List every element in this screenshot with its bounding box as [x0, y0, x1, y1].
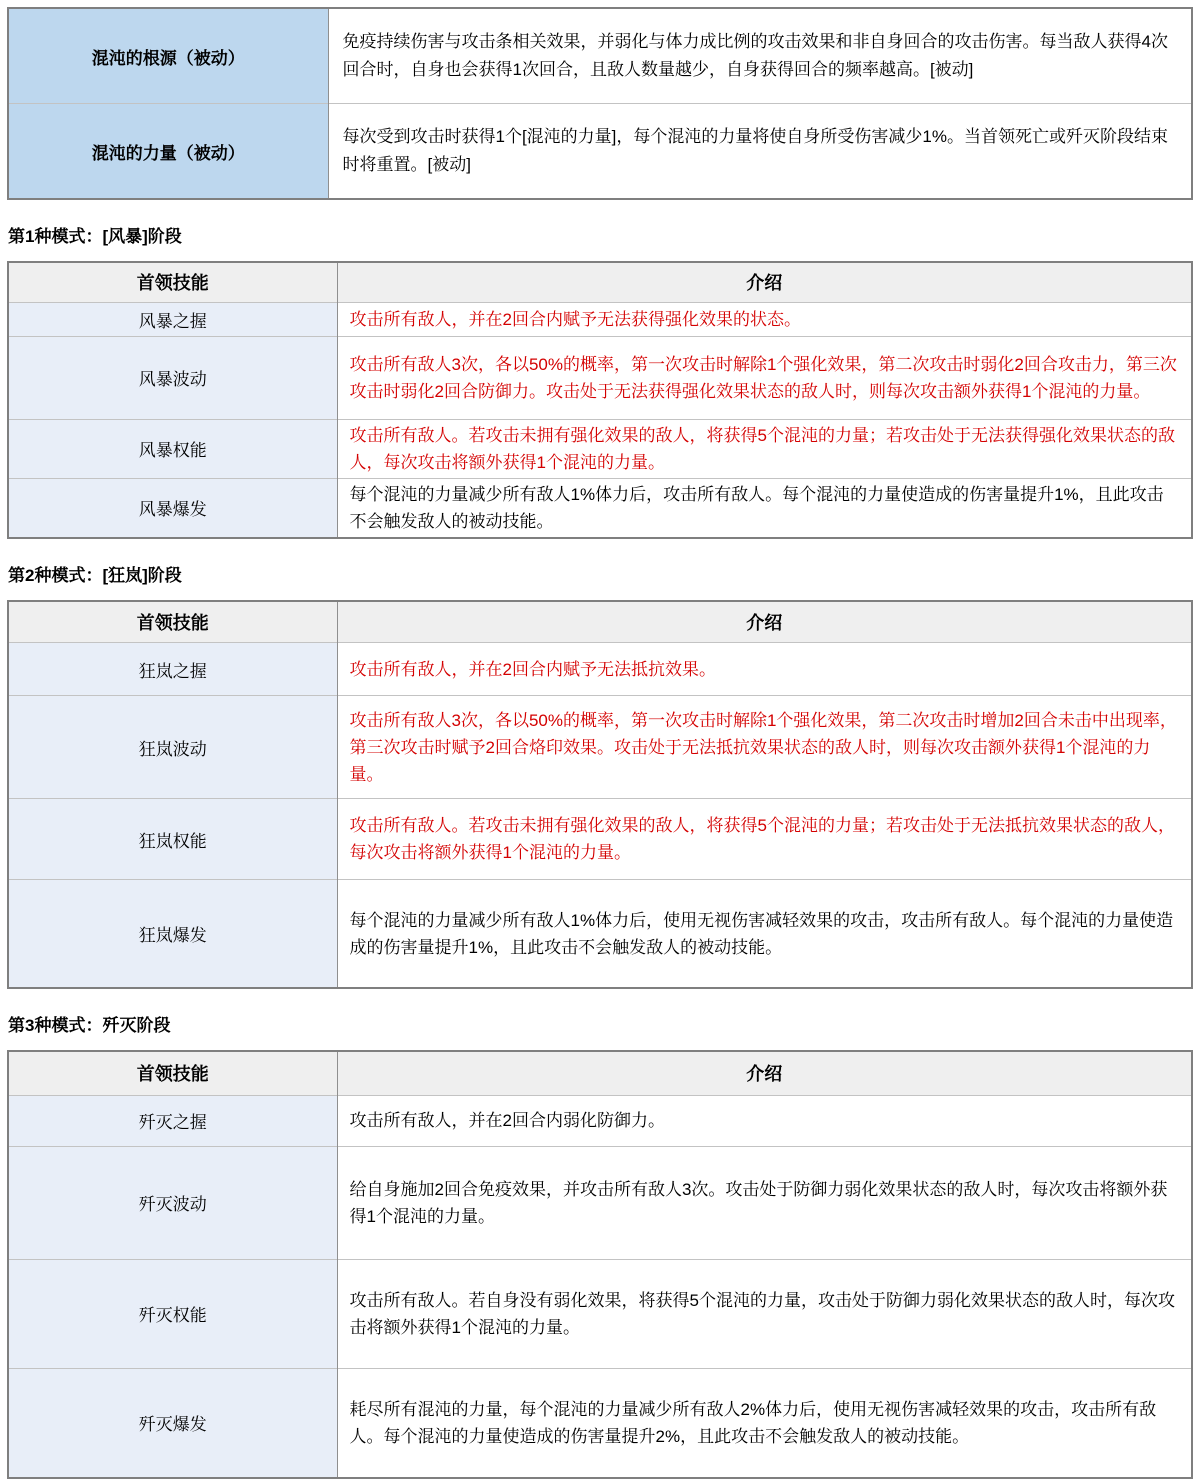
skill-description: 每个混沌的力量减少所有敌人1%体力后，攻击所有敌人。每个混沌的力量使造成的伤害量提升1%，且此攻击不会触发敌人的被动技能。 [337, 478, 1192, 538]
skill-name: 歼灭权能 [8, 1259, 337, 1368]
skill-name: 狂岚权能 [8, 799, 337, 880]
skill-description: 耗尽所有混沌的力量，每个混沌的力量减少所有敌人2%体力后，使用无视伤害减轻效果的攻击，攻击所有敌人。每个混沌的力量使造成的伤害量提升2%，且此攻击不会触发敌人的被动技能。 [337, 1368, 1192, 1478]
skill-table-mode-1 [7, 261, 1193, 539]
skill-description: 攻击所有敌人3次，各以50%的概率，第一次攻击时解除1个强化效果，第二次攻击时增加2回合未击中出现率，第三次攻击时赋予2回合烙印效果。攻击处于无法抵抗效果状态的敌人时，则每次攻击额外获得1个混沌的力量。 [337, 696, 1192, 799]
table-row [8, 478, 1192, 538]
skill-description: 每个混沌的力量减少所有敌人1%体力后，使用无视伤害减轻效果的攻击，攻击所有敌人。每个混沌的力量使造成的伤害量提升1%，且此攻击不会触发敌人的被动技能。 [337, 880, 1192, 989]
table-header-row [8, 1051, 1192, 1095]
skill-description: 给自身施加2回合免疫效果，并攻击所有敌人3次。攻击处于防御力弱化效果状态的敌人时，每次攻击将额外获得1个混沌的力量。 [337, 1146, 1192, 1259]
skill-name: 风暴权能 [8, 419, 337, 478]
skill-name: 风暴波动 [8, 336, 337, 419]
section-heading-mode-3: 第3种模式：歼灭阶段 [8, 1016, 171, 1035]
skill-description: 攻击所有敌人。若攻击未拥有强化效果的敌人，将获得5个混沌的力量；若攻击处于无法抵抗效果状态的敌人，每次攻击将额外获得1个混沌的力量。 [337, 799, 1192, 880]
table-row [8, 1146, 1192, 1259]
table-row [8, 696, 1192, 799]
skill-name: 风暴爆发 [8, 478, 337, 538]
skill-name: 狂岚之握 [8, 643, 337, 696]
skill-name: 歼灭爆发 [8, 1368, 337, 1478]
table-row [8, 1368, 1192, 1478]
table-row [8, 104, 1192, 200]
table-row [8, 302, 1192, 336]
table-row [8, 799, 1192, 880]
skill-table-mode-2 [7, 600, 1193, 990]
skill-name: 歼灭波动 [8, 1146, 337, 1259]
table-row [8, 1095, 1192, 1146]
section-heading-mode-2: 第2种模式：[狂岚]阶段 [8, 565, 182, 585]
passive-description: 每次受到攻击时获得1个[混沌的力量]，每个混沌的力量将使自身所受伤害减少1%。当首领死亡或歼灭阶段结束时将重置。[被动] [328, 104, 1192, 200]
skill-description: 攻击所有敌人3次，各以50%的概率，第一次攻击时解除1个强化效果，第二次攻击时弱化2回合攻击力，第三次攻击时弱化2回合防御力。攻击处于无法获得强化效果状态的敌人时，则每次攻击额外获得1个混沌的力量。 [337, 336, 1192, 419]
column-header-skill: 首领技能 [8, 1051, 337, 1095]
skill-name: 歼灭之握 [8, 1095, 337, 1146]
passive-name: 混沌的根源（被动） [8, 8, 328, 104]
column-header-desc: 介绍 [337, 262, 1192, 302]
table-row [8, 643, 1192, 696]
table-row [8, 8, 1192, 104]
table-row [8, 1259, 1192, 1368]
column-header-skill: 首领技能 [8, 601, 337, 643]
skill-description: 攻击所有敌人，并在2回合内弱化防御力。 [337, 1095, 1192, 1146]
column-header-skill: 首领技能 [8, 262, 337, 302]
table-row [8, 336, 1192, 419]
section-heading-mode-1: 第1种模式：[风暴]阶段 [8, 227, 182, 246]
skill-name: 狂岚波动 [8, 696, 337, 799]
skill-name: 风暴之握 [8, 302, 337, 336]
skill-description: 攻击所有敌人，并在2回合内赋予无法获得强化效果的状态。 [337, 302, 1192, 336]
skill-name: 狂岚爆发 [8, 880, 337, 989]
column-header-desc: 介绍 [337, 601, 1192, 643]
column-header-desc: 介绍 [337, 1051, 1192, 1095]
table-header-row [8, 601, 1192, 643]
passive-skills-table [7, 7, 1193, 200]
table-header-row [8, 262, 1192, 302]
skill-description: 攻击所有敌人。若自身没有弱化效果，将获得5个混沌的力量，攻击处于防御力弱化效果状态的敌人时，每次攻击将额外获得1个混沌的力量。 [337, 1259, 1192, 1368]
table-row [8, 419, 1192, 478]
skill-description: 攻击所有敌人，并在2回合内赋予无法抵抗效果。 [337, 643, 1192, 696]
table-row [8, 880, 1192, 989]
passive-name: 混沌的力量（被动） [8, 104, 328, 200]
skill-description: 攻击所有敌人。若攻击未拥有强化效果的敌人，将获得5个混沌的力量；若攻击处于无法获得强化效果状态的敌人，每次攻击将额外获得1个混沌的力量。 [337, 419, 1192, 478]
passive-description: 免疫持续伤害与攻击条相关效果，并弱化与体力成比例的攻击效果和非自身回合的攻击伤害。每当敌人获得4次回合时，自身也会获得1次回合，且敌人数量越少，自身获得回合的频率越高。[被动] [328, 8, 1192, 104]
skill-table-mode-3 [7, 1050, 1193, 1479]
